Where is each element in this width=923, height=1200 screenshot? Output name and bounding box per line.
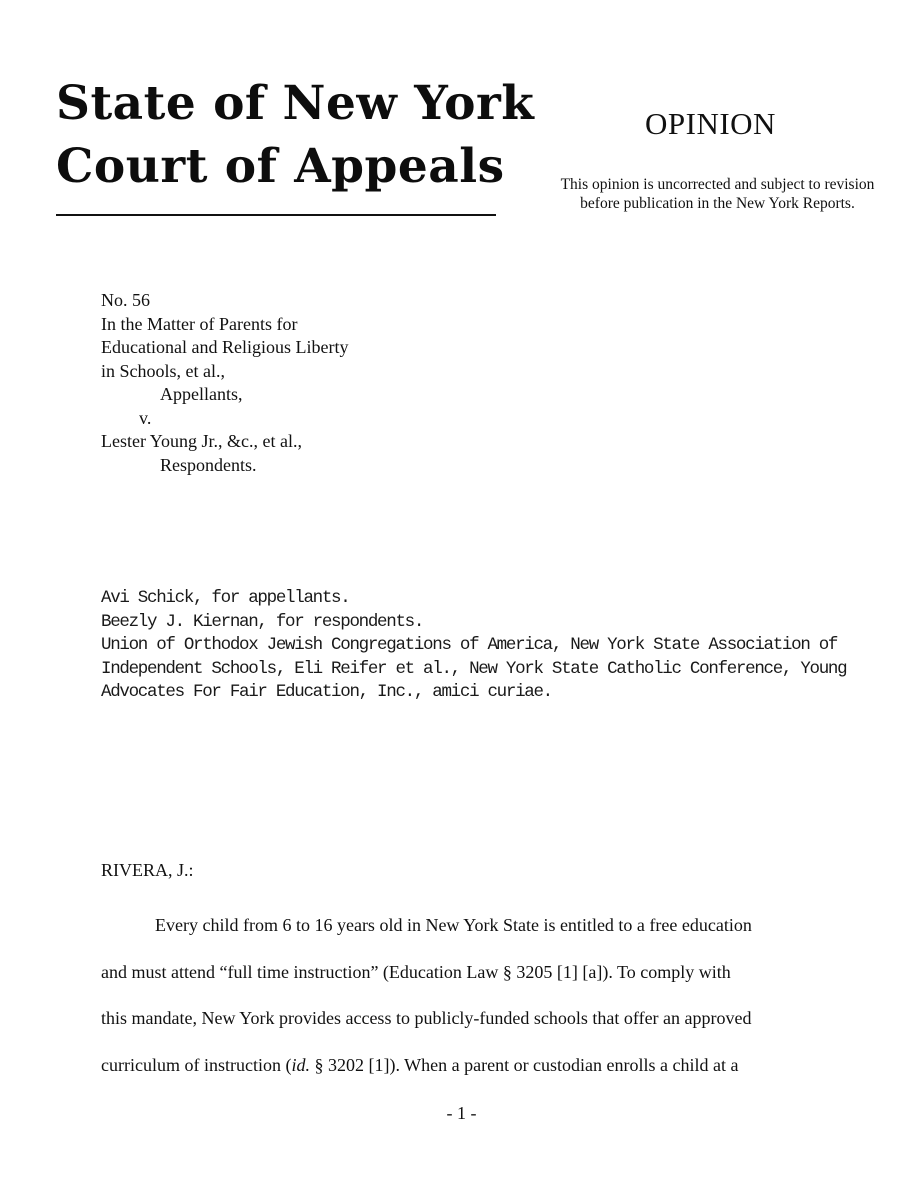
body-text-segment: § 3202 [1]). When a parent or custodian enrolls a child at a <box>309 1054 739 1075</box>
party-line: In the Matter of Parents for <box>101 313 298 334</box>
revision-note-line-2: before publication in the New York Reports. <box>580 195 855 212</box>
masthead-state: State of New York <box>56 76 535 131</box>
citation-id: id. <box>291 1054 310 1075</box>
opinion-title: OPINION <box>645 106 776 141</box>
body-line: this mandate, New York provides access to publicly-funded schools that offer an approved <box>101 1008 752 1028</box>
body-line: and must attend “full time instruction” (Education Law § 3205 [1] [a]). To comply with <box>101 961 731 982</box>
body-line <box>101 1042 817 1089</box>
masthead-court: Court of Appeals <box>56 139 505 194</box>
counsel-list <box>101 587 847 705</box>
page-number: - 1 - <box>446 1103 477 1123</box>
counsel-line: Advocates For Fair Education, Inc., amici curiae. <box>101 682 552 702</box>
revision-note-line-1: This opinion is uncorrected and subject to revision <box>560 176 875 193</box>
versus: v. <box>139 407 152 428</box>
respondent-party: Lester Young Jr., &c., et al., <box>101 431 302 451</box>
opinion-author: RIVERA, J.: <box>101 860 194 880</box>
body-line: Every child from 6 to 16 years old in New York State is entitled to a free education <box>155 915 752 935</box>
masthead-rule <box>56 214 496 216</box>
revision-note <box>520 175 915 213</box>
party-line: Educational and Religious Liberty <box>101 337 349 357</box>
appellants-label: Appellants, <box>160 384 243 404</box>
docket-number: No. 56 <box>101 290 150 310</box>
opinion-body <box>101 902 817 1088</box>
counsel-line: Union of Orthodox Jewish Congregations of America, New York State Association of <box>101 635 838 655</box>
counsel-line: Beezly J. Kiernan, for respondents. <box>101 611 424 632</box>
case-caption <box>101 289 348 477</box>
counsel-line: Independent Schools, Eli Reifer et al., New York State Catholic Conference, Young <box>101 658 847 679</box>
party-line: in Schools, et al., <box>101 360 225 381</box>
respondents-label: Respondents. <box>160 454 257 475</box>
court-masthead <box>56 72 534 198</box>
counsel-line: Avi Schick, for appellants. <box>101 588 350 608</box>
body-text-segment: curriculum of instruction ( <box>101 1054 292 1075</box>
